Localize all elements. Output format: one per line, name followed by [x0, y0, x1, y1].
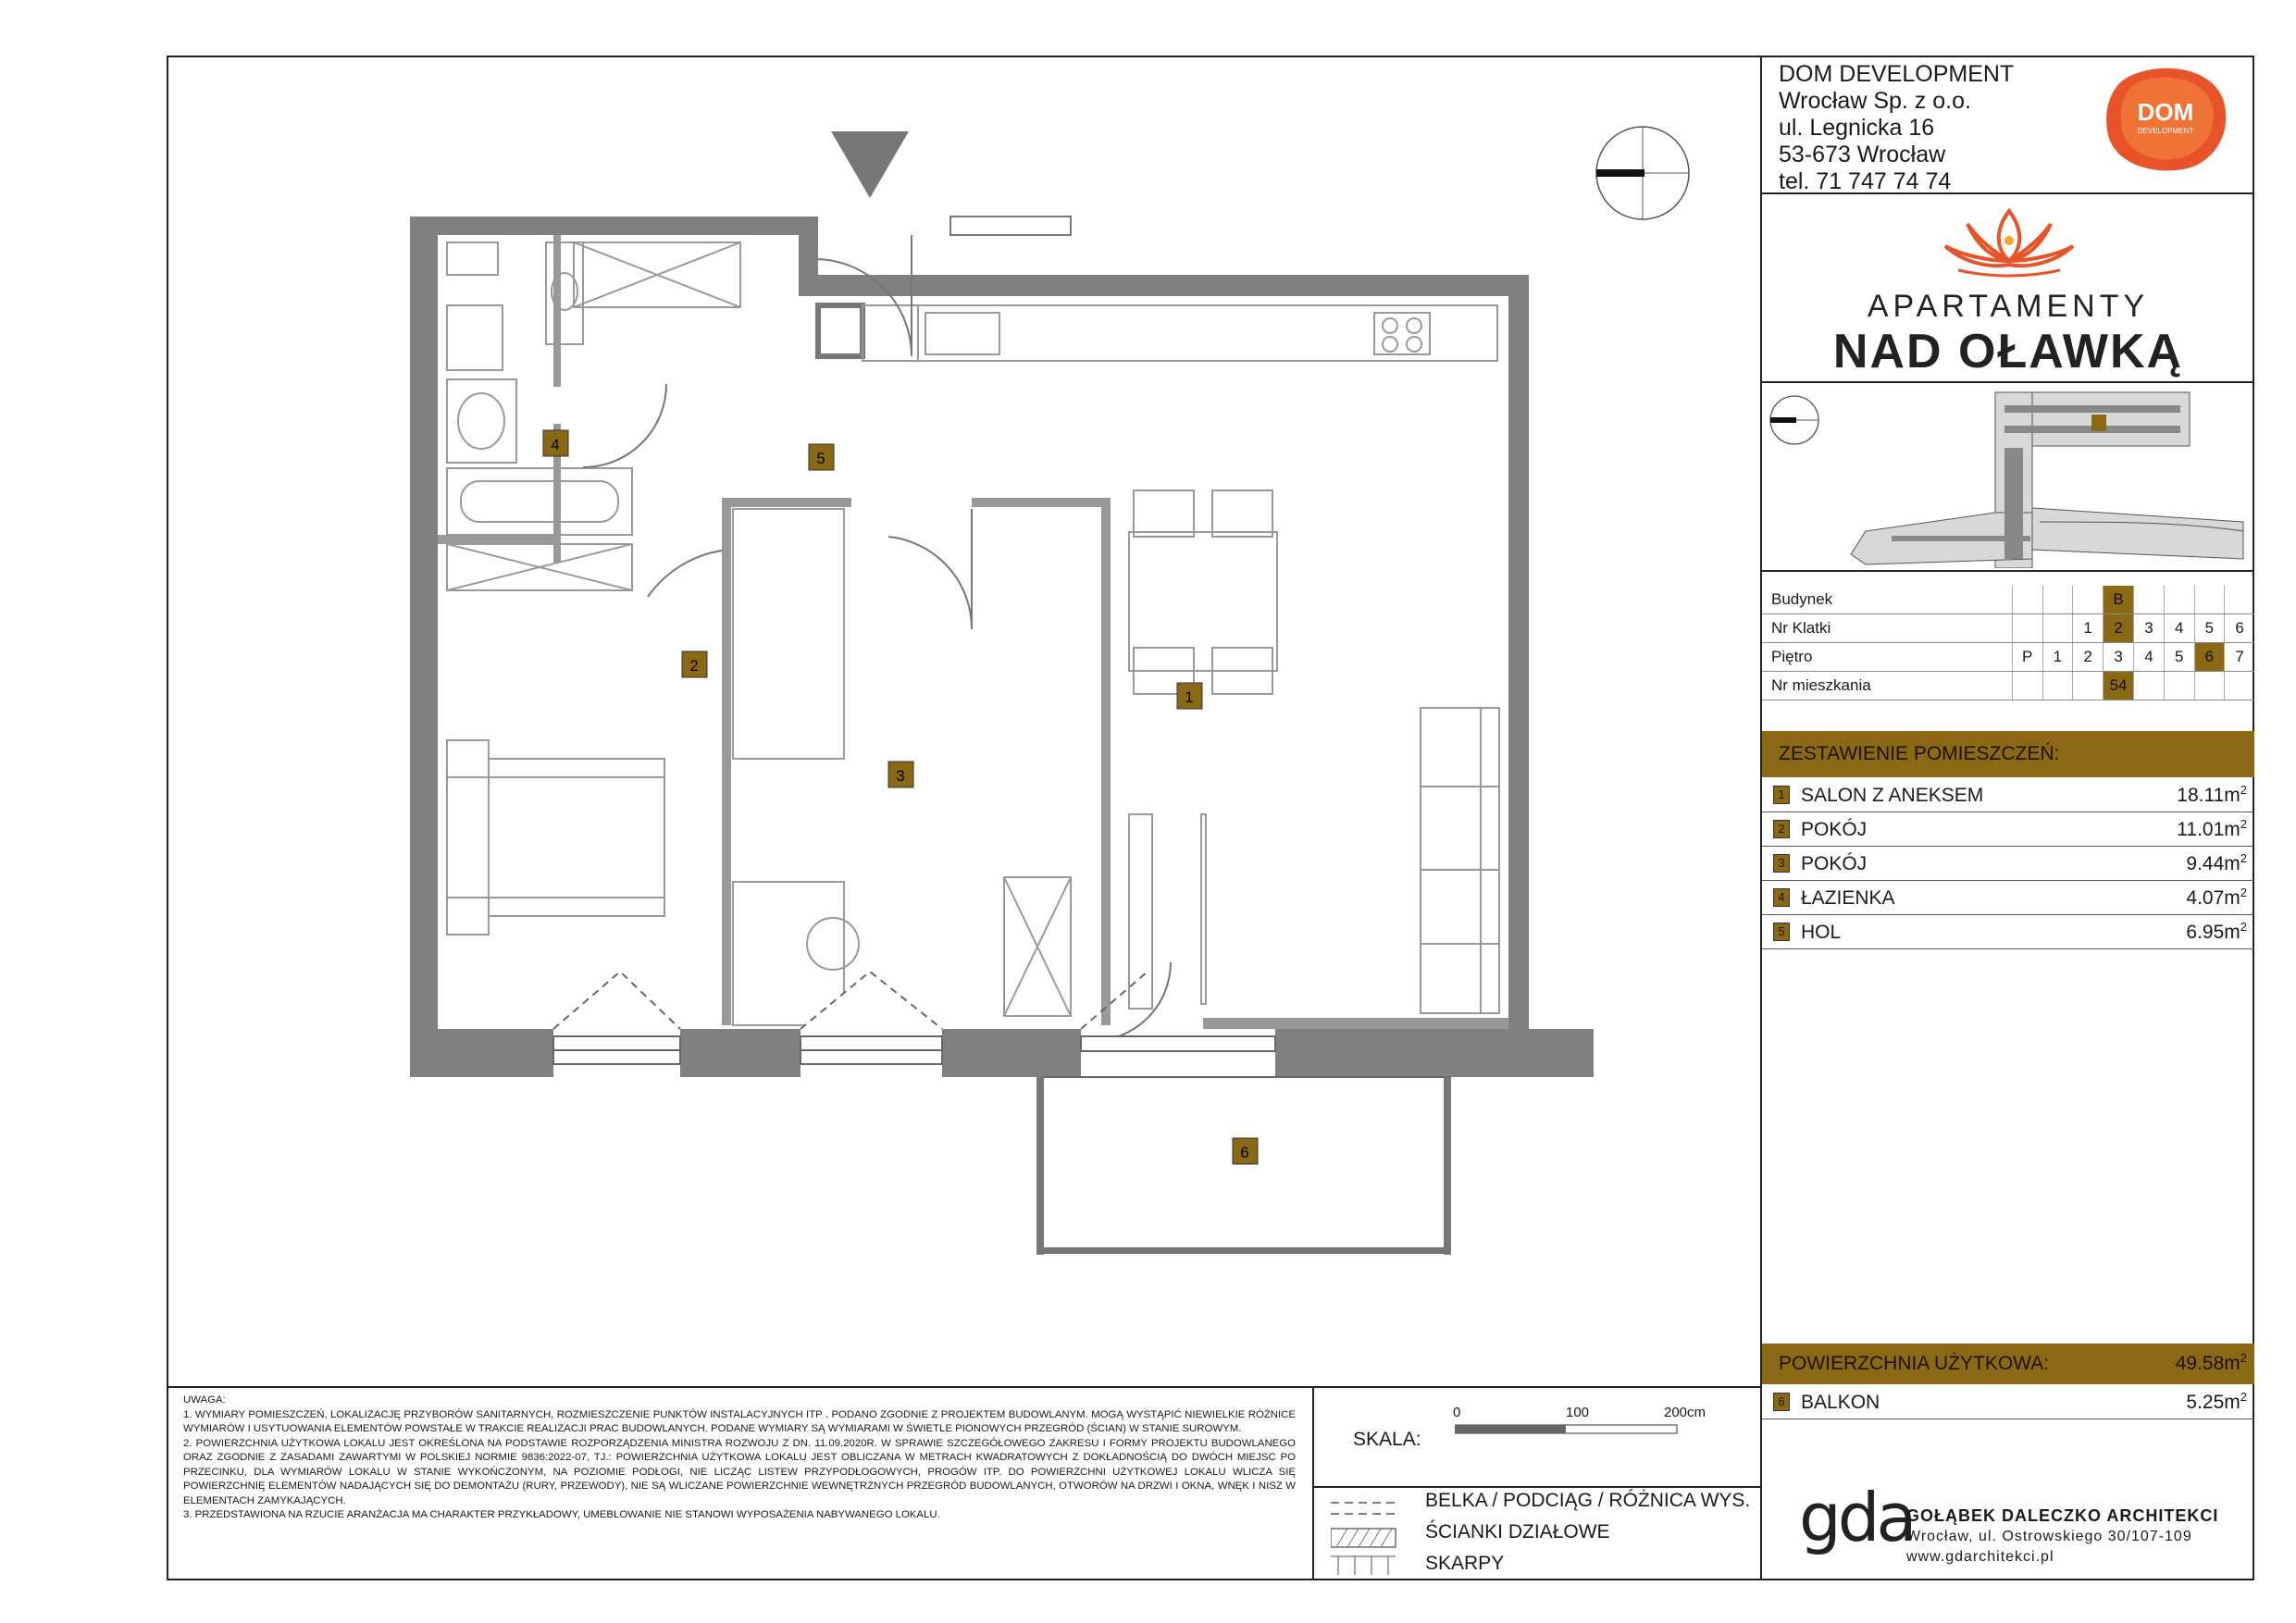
legend-label: ŚCIANKI DZIAŁOWE — [1425, 1521, 1610, 1542]
room-number-badge: 2 — [1773, 820, 1790, 838]
dom-development-logo — [2103, 63, 2228, 172]
room-row — [1762, 914, 2254, 949]
room-name: BALKON — [1801, 1392, 1880, 1413]
note-item: 3. PRZEDSTAWIONA NA RZUCIE ARANŻACJA MA CHARAKTER PRZYKŁADOWY, UMEBLOWANIE NIE STANOWI WYPOSAŻENIA NABYWANEGO LOKALU. — [183, 1509, 940, 1520]
floor-plan-drawing — [167, 56, 1760, 1386]
room-row — [1762, 880, 2254, 915]
location-row-building: Budynek B — [1762, 586, 2254, 614]
balcony-outline — [1036, 1077, 1451, 1255]
room-area: $18.11m^2$ — [2177, 783, 2247, 806]
room-tag-5-label: 5 — [816, 450, 825, 467]
developer-line: Wrocław Sp. z o.o. — [1779, 88, 1971, 114]
room-name: POKÓJ — [1801, 819, 1868, 840]
room-tag-4-label: 4 — [551, 436, 560, 453]
sofa — [1421, 708, 1499, 1013]
room-number-badge: 6 — [1773, 1393, 1790, 1411]
rooms-header-label: ZESTAWIENIE POMIESZCZEŃ: — [1779, 743, 2060, 764]
svg-text:DEVELOPMENT: DEVELOPMENT — [2137, 127, 2194, 135]
room-name: SALON Z ANEKSEM — [1801, 785, 1984, 806]
scale-label: SKALA: — [1353, 1429, 1421, 1450]
site-key-plan — [1762, 383, 2254, 568]
room-area: $4.07m^2$ — [2186, 886, 2247, 909]
key-plan-highlight — [2091, 415, 2106, 431]
scale-bar — [1455, 1423, 1695, 1436]
title-block — [1760, 56, 2254, 1580]
architect-website: www.gdarchitekci.pl — [1906, 1549, 2054, 1565]
dining-set — [1129, 490, 1277, 694]
separator — [1762, 192, 2254, 194]
usable-area-label: POWIERZCHNIA UŻYTKOWA: — [1779, 1353, 2050, 1374]
room-area: $11.01m^2$ — [2177, 817, 2247, 840]
scale-box — [1314, 1386, 1760, 1488]
note-item: 2. POWIERZCHNIA UŻYTKOWA LOKALU JEST OKREŚLONA NA PODSTAWIE ROZPORZĄDZENIA MINISTRA ROZWOJU Z DN. 11.09.2020R. W SPRAWIE SZCZEGÓŁOWEGO ZAKRESU I FORMY PROJEKTU BUDOWLANEGO ORAZ ZGODNIE Z ZASADAMI ZAWARTYMI W POLSKIEJ NORMIE 9836:2022-07, TJ.: POWIERZCHNIA UŻYTKOWA LOKALU JEST OBLICZANA W METRACH KWADRATOWYCH Z DOKŁADNOŚCIĄ DO DWÓCH MIEJSC PO PRZECINKU, DLA WYMIARÓW LOKALU W STANIE WYKOŃCZONYM, NA POZIOMIE PODŁOGI, NIE LICZĄC LISTEW PRZYPODŁOGOWYCH, PROGÓW ITP. DO POWIERZCHNI UŻYTKOWEJ LOKALU WLICZA SIĘ POWIERZCHNIĘ ELEMENTÓW NADAJĄCYCH SIĘ DO DEMONTAŻU (RURY, PRZEWODY), NIE SĄ WLICZANE POWIERZCHNIE WEWNĘTRZNYCH PRZEGRÓD BUDOWLANYCH, OTWORÓW NA DRZWI I OKNA, WNĘK I NISZ W ELEMENTACH ZAMYKAJĄCYCH. — [183, 1437, 1296, 1506]
kitchen — [818, 305, 1497, 361]
scale-tick: 0 — [1453, 1405, 1461, 1420]
notes-title: UWAGA: — [183, 1394, 226, 1406]
room-name: POKÓJ — [1801, 853, 1868, 874]
developer-line: tel. 71 747 74 74 — [1779, 168, 1952, 194]
room-area: $9.44m^2$ — [2186, 851, 2247, 874]
lotus-logo — [1940, 204, 2079, 278]
developer-line: 53-673 Wrocław — [1779, 142, 1946, 167]
room-tag-1-label: 1 — [1185, 688, 1194, 706]
architect-logo: gda — [1799, 1479, 1914, 1556]
room-number-badge: 4 — [1773, 888, 1790, 907]
usable-area-band — [1762, 1344, 2254, 1384]
hatch-icon — [1331, 1529, 1396, 1547]
usable-area-value: $49.58m^2$ — [2175, 1351, 2247, 1374]
separator — [1762, 570, 2254, 572]
legend-icons — [1331, 1495, 1405, 1579]
room-number-badge: 1 — [1773, 786, 1790, 804]
room-number-badge: 5 — [1773, 923, 1790, 941]
floor-plan — [167, 56, 1760, 1386]
developer-line: ul. Legnicka 16 — [1779, 115, 1935, 141]
location-table — [1762, 586, 2254, 700]
location-row-staircase: Nr Klatki 1 2 3 4 5 6 — [1762, 614, 2254, 643]
key-plan-north-icon — [1770, 396, 1818, 444]
room-row — [1762, 812, 2254, 847]
legend-label: BELKA / PODCIĄG / RÓŻNICA WYS. — [1425, 1490, 1751, 1511]
room-number-badge: 3 — [1773, 854, 1790, 873]
location-row-floor: Piętro P 1 2 3 4 5 6 7 — [1762, 643, 2254, 672]
architect-name: GOŁĄBEK DALECZKO ARCHITEKCI — [1906, 1506, 2219, 1525]
legend-box — [1314, 1486, 1760, 1580]
notes-box — [167, 1386, 1314, 1580]
room-name: ŁAZIENKA — [1801, 887, 1895, 909]
room-tag-2-label: 2 — [689, 657, 699, 675]
room-name: HOL — [1801, 922, 1842, 943]
note-item: 1. WYMIARY POMIESZCZEŃ, LOKALIZACJĘ PRZYBORÓW SANITARNYCH, ROZMIESZCZENIE PUNKTÓW INSTALACYJNYCH ITP . PODANO ZGODNIE Z PROJEKTEM BUDOWLANYM. MOGĄ WYSTĄPIĆ NIEWIELKIE RÓŻNICE WYMIARÓW I USYTUOWANIA ELEMENTÓW POWSTAŁE W TRAKCIE REALIZACJI PRAC BUDOWLANYCH. PODANE WYMIARY SĄ WYMIARAMI W ŚWIETLE PIONOWYCH PRZEGRÓD (ŚCIAN) W STANIE SUROWYM. — [183, 1408, 1296, 1434]
north-arrow-icon — [1596, 127, 1689, 219]
door-swings — [583, 235, 1171, 1041]
scale-tick: 100 — [1566, 1405, 1590, 1420]
legend-label: SKARPY — [1425, 1553, 1505, 1574]
dashed-line-icon — [1331, 1503, 1396, 1514]
brand-title-line2: NAD OŁAWKĄ — [1832, 325, 2184, 378]
developer-address — [1779, 61, 2014, 195]
room-row — [1762, 777, 2254, 812]
svg-text:DOM: DOM — [2137, 98, 2194, 126]
entrance-arrow-icon — [831, 131, 909, 198]
room-tag-3-label: 3 — [896, 767, 905, 785]
architect-block — [1760, 1479, 2254, 1580]
brand-title-line1: APARTAMENTY — [1867, 289, 2150, 324]
room-area: $6.95m^2$ — [2186, 920, 2247, 943]
room-area: $5.25m^2$ — [2186, 1390, 2247, 1413]
room-tag-6-label: 6 — [1240, 1144, 1249, 1161]
developer-line: DOM DEVELOPMENT — [1779, 61, 2015, 87]
scale-tick: 200cm — [1664, 1405, 1706, 1420]
room-row — [1762, 846, 2254, 881]
balcony-row — [1762, 1384, 2254, 1419]
location-row-apartment: Nr mieszkania 54 — [1762, 672, 2254, 700]
architect-address: Wrocław, ul. Ostrowskiego 30/107-109 — [1906, 1529, 2192, 1544]
reveal-icon — [1331, 1556, 1396, 1575]
walls — [410, 217, 1594, 1077]
rooms-header — [1762, 731, 2254, 777]
